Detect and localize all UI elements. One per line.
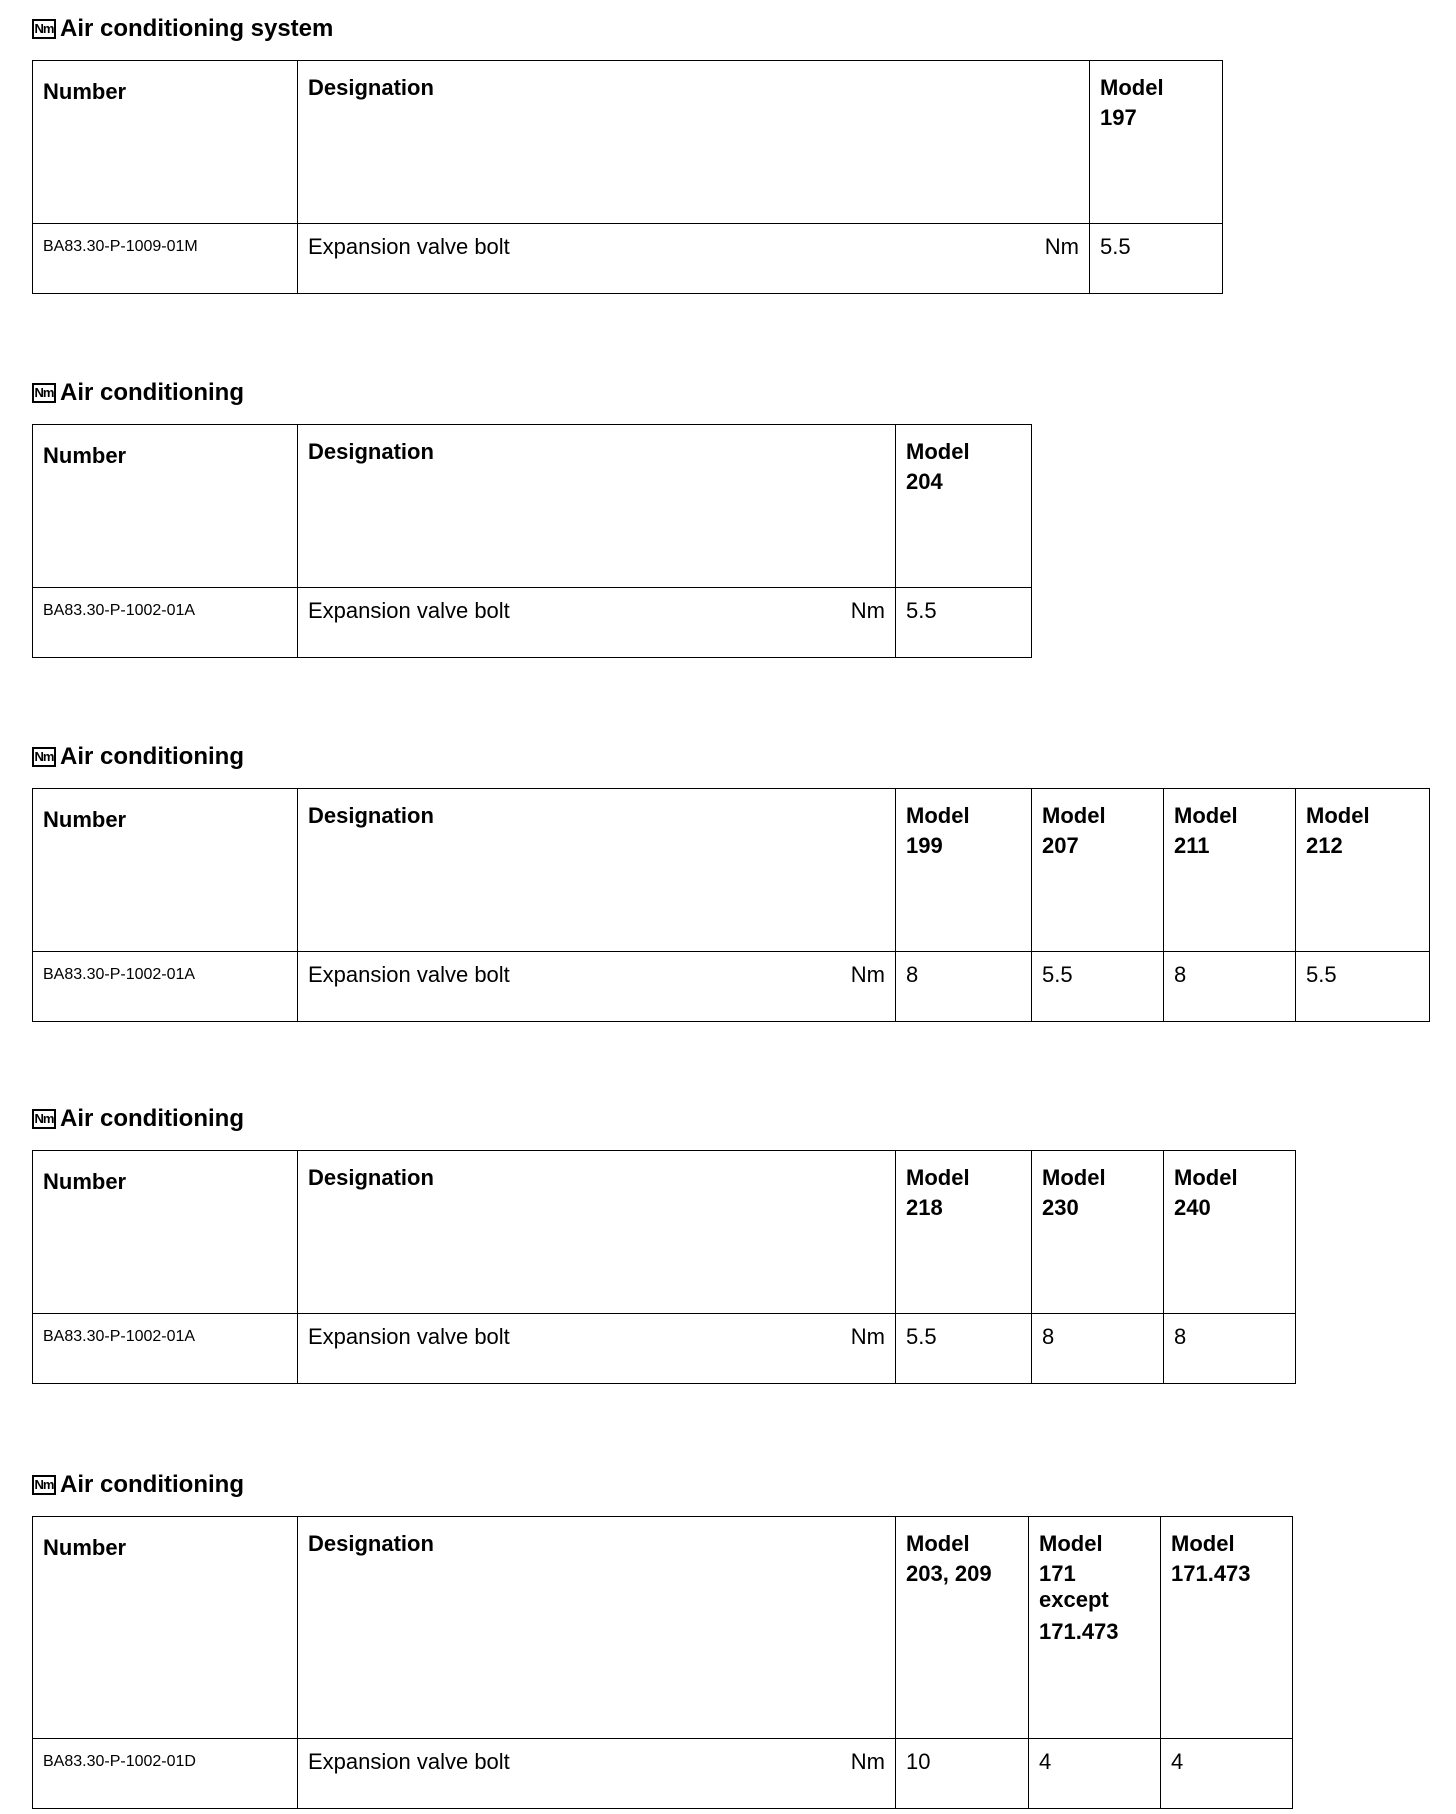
header-model: Model 204: [896, 425, 1032, 588]
nm-torque-icon: Nm: [32, 1109, 56, 1129]
torque-value: 5.5: [1090, 224, 1223, 294]
designation-text: Expansion valve bolt: [308, 598, 510, 623]
section-title: Air conditioning: [60, 743, 244, 770]
section-heading: [32, 14, 1223, 44]
torque-table: [32, 788, 1430, 1022]
torque-value: 8: [896, 952, 1032, 1022]
nm-torque-icon: Nm: [32, 19, 56, 39]
torque-value: 5.5: [1032, 952, 1164, 1022]
nm-torque-icon: Nm: [32, 1475, 56, 1495]
header-model: Model 218: [896, 1151, 1032, 1314]
designation-text: Expansion valve bolt: [308, 962, 510, 987]
part-number: BA83.30-P-1002-01A: [33, 952, 298, 1022]
section-title: Air conditioning: [60, 379, 244, 406]
part-number: BA83.30-P-1002-01A: [33, 588, 298, 658]
unit-label: Nm: [1044, 234, 1079, 259]
table-row: [33, 588, 1032, 658]
table-row: [33, 1739, 1293, 1809]
header-number: Number: [33, 1517, 298, 1739]
table-row: [33, 952, 1430, 1022]
section-heading: [32, 1104, 1296, 1134]
designation-text: Expansion valve bolt: [308, 1749, 510, 1774]
designation-cell: [298, 588, 896, 658]
header-model: Model 230: [1032, 1151, 1164, 1314]
header-designation: Designation: [298, 425, 896, 588]
header-row: [33, 1151, 1296, 1314]
header-model: Model 203, 209: [896, 1517, 1029, 1739]
header-model: Model 240: [1164, 1151, 1296, 1314]
torque-table: [32, 60, 1223, 294]
torque-value: 8: [1164, 1314, 1296, 1384]
table-row: [33, 224, 1223, 294]
designation-text: Expansion valve bolt: [308, 234, 510, 259]
torque-value: 4: [1029, 1739, 1161, 1809]
nm-torque-icon: Nm: [32, 383, 56, 403]
torque-value: 5.5: [896, 588, 1032, 658]
unit-label: Nm: [850, 1749, 885, 1774]
section-title: Air conditioning: [60, 1105, 244, 1132]
header-model: Model 171.473: [1161, 1517, 1293, 1739]
torque-value: 5.5: [1296, 952, 1430, 1022]
part-number: BA83.30-P-1009-01M: [33, 224, 298, 294]
section-5: [32, 1470, 1293, 1809]
part-number: BA83.30-P-1002-01A: [33, 1314, 298, 1384]
unit-label: Nm: [850, 962, 885, 987]
header-designation: Designation: [298, 61, 1090, 224]
torque-value: 8: [1164, 952, 1296, 1022]
section-title: Air conditioning system: [60, 15, 334, 42]
header-row: [33, 61, 1223, 224]
header-model: Model 211: [1164, 789, 1296, 952]
section-3: [32, 742, 1430, 1022]
torque-table: [32, 1516, 1293, 1809]
header-number: Number: [33, 789, 298, 952]
header-designation: Designation: [298, 789, 896, 952]
torque-value: 8: [1032, 1314, 1164, 1384]
torque-value: 10: [896, 1739, 1029, 1809]
part-number: BA83.30-P-1002-01D: [33, 1739, 298, 1809]
header-model: Model 171 except 171.473: [1029, 1517, 1161, 1739]
table-row: [33, 1314, 1296, 1384]
header-row: [33, 425, 1032, 588]
header-number: Number: [33, 425, 298, 588]
header-row: [33, 789, 1430, 952]
section-heading: [32, 1470, 1293, 1500]
header-model: Model 212: [1296, 789, 1430, 952]
unit-label: Nm: [850, 1324, 885, 1349]
designation-cell: [298, 1314, 896, 1384]
section-1: [32, 14, 1223, 294]
designation-cell: [298, 224, 1090, 294]
header-number: Number: [33, 1151, 298, 1314]
header-model: Model 207: [1032, 789, 1164, 952]
designation-cell: [298, 1739, 896, 1809]
header-model: Model 197: [1090, 61, 1223, 224]
torque-value: 4: [1161, 1739, 1293, 1809]
torque-table: [32, 424, 1032, 658]
header-row: [33, 1517, 1293, 1739]
section-heading: [32, 742, 1430, 772]
section-4: [32, 1104, 1296, 1384]
designation-text: Expansion valve bolt: [308, 1324, 510, 1349]
nm-torque-icon: Nm: [32, 747, 56, 767]
header-designation: Designation: [298, 1517, 896, 1739]
section-2: [32, 378, 1032, 658]
unit-label: Nm: [850, 598, 885, 623]
section-heading: [32, 378, 1032, 408]
designation-cell: [298, 952, 896, 1022]
torque-value: 5.5: [896, 1314, 1032, 1384]
header-designation: Designation: [298, 1151, 896, 1314]
header-number: Number: [33, 61, 298, 224]
torque-table: [32, 1150, 1296, 1384]
header-model: Model 199: [896, 789, 1032, 952]
section-title: Air conditioning: [60, 1471, 244, 1498]
